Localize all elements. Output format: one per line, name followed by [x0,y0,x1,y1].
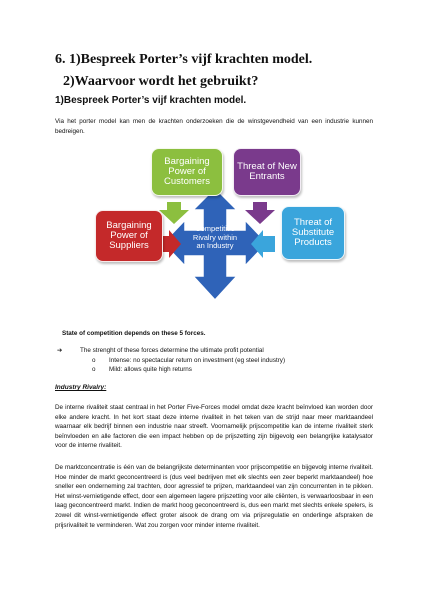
box-bargaining-power-suppliers: Bargaining Power of Suppliers [95,210,163,262]
arrow-entrants [245,202,275,224]
porter-five-forces-diagram [85,140,345,320]
center-label-competitive-rivalry: Competitive Rivalry within an Industry [192,224,238,250]
page-title-line1: 6. 1)Bespreek Porter’s vijf krachten model. [55,52,313,67]
paragraph-interne-rivaliteit: De interne rivaliteit staat centraal in het Porter Five-Forces model omdat deze kracht beïnvloed kan worden door elke andere kracht. In het kort staat deze interne rivaliteit in het teken van de strijd naar meer marktaandeel waarnaar elk bedrijf binnen een industrie naar streeft. Voornamelijk prijscompetitie kan de interne rivaliteit sterk beïnvloeden en alle factoren die een impact hebben op de prijszetting zijn bijgevolg een belangrijke katalysator voor de interne rivaliteit. [55,404,373,450]
state-of-competition-label: State of competition depends on these 5 forces. [62,330,206,337]
paragraph-marktconcentratie: De marktconcentratie is één van de belangrijkste determinanten voor prijscompetitie en bijgevolg interne rivaliteit. Hoe minder de markt geconcentreerd is (dus veel bedrijven met elk slechts een zeer beperkt marktaandeel) hoe sneller een onderneming zal trachten, door agressief te prijzen, marktaandeel van zijn concurrenten in te pikken. Het winst-vernietigende effect, door een algemeen lagere prijszetting voor alle cliënten, is verwaarloosbaar in een laag geconcentreerd markt. Indien de markt hoog geconcentreerd is, dus een markt met slechts enkele spelers, is zowel dit winst-vernietigende effect groter alsook de drang om via prijsregulatie en onderlinge afspraken de prijsrivaliteit te verminderen. Wat zou zorgen voor minder interne rivaliteit. [55,464,373,529]
box-threat-new-entrants: Threat of New Entrants [233,148,301,196]
bullet-sub-intense: Intense: no spectacular return on investment (eg steel industry) [109,357,286,364]
sub-bullet-icon: o [92,366,96,373]
intro-paragraph: Via het porter model kan men de krachten onderzoeken die de winstgevendheid van een industrie kunnen bedreigen. [55,118,373,135]
arrow-bullet-icon: ➔ [57,347,63,354]
section-title-industry-rivalry: Industry Rivalry: [55,384,107,391]
bullet-main: The strenght of these forces determine the ultimate profit potential [80,347,264,354]
bullet-sub-mild: Mild: allows quite high returns [109,366,192,373]
box-bargaining-power-customers: Bargaining Power of Customers [151,148,223,196]
section-subheading: 1)Bespreek Porter’s vijf krachten model. [55,95,247,106]
box-threat-substitute-products: Threat of Substitute Products [281,206,345,260]
page-title-line2: 2)Waarvoor wordt het gebruikt? [63,74,259,89]
sub-bullet-icon: o [92,357,96,364]
